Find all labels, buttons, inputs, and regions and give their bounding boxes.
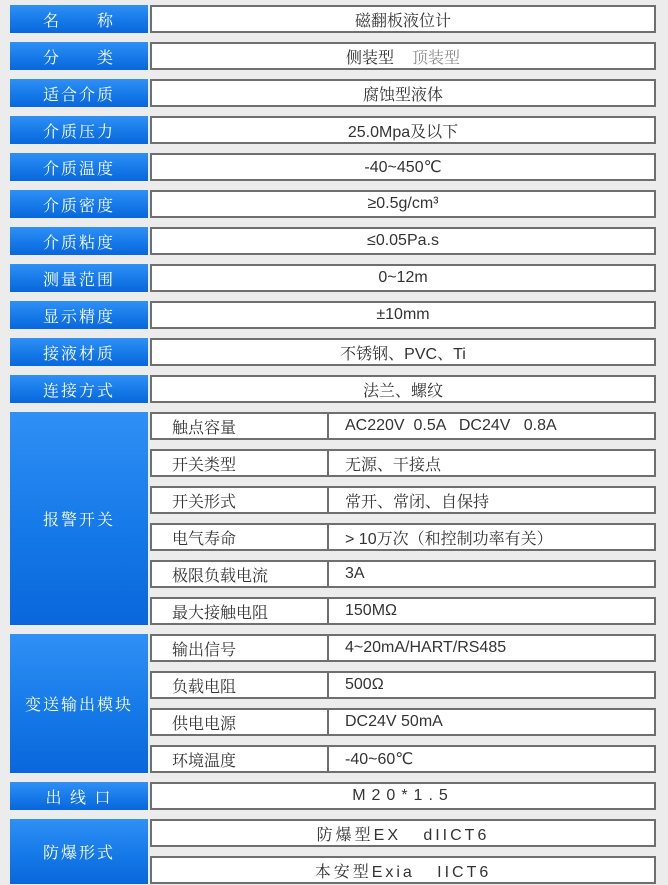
spec-label-category: 分 类: [10, 42, 148, 70]
spec-value-category: [150, 42, 656, 70]
spec-label-suitable-medium: 适合介质: [10, 79, 148, 107]
spec-value-name: 磁翻板液位计: [150, 5, 656, 33]
alarm-electrical-life-label: 电气寿命: [152, 525, 329, 549]
spec-row-medium-pressure: [10, 116, 668, 144]
spec-value-measuring-range: 0~12m: [150, 264, 656, 292]
alarm-contact-capacity-row: [150, 412, 656, 440]
spec-value-medium-density: ≥0.5g/cm³: [150, 190, 656, 218]
transmitter-output-signal-label: 输出信号: [152, 636, 329, 660]
transmitter-output-signal-value: 4~20mA/HART/RS485: [345, 639, 507, 656]
transmitter-power-supply-label: 供电电源: [152, 710, 329, 734]
explosion-proof-exia-value: 本安型Exia IICT6: [150, 856, 656, 884]
alarm-contact-capacity-label: 触点容量: [152, 414, 329, 438]
spec-label-cable-entry: 出 线 口: [10, 782, 148, 810]
alarm-electrical-life-row: [150, 523, 656, 551]
spec-value-cable-entry: M20*1.5: [150, 782, 656, 810]
spec-value-medium-temperature: -40~450℃: [150, 153, 656, 181]
transmitter-ambient-temperature-row: [150, 745, 656, 773]
spec-label-medium-viscosity: 介质粘度: [10, 227, 148, 255]
spec-value-suitable-medium: 腐蚀型液体: [150, 79, 656, 107]
alarm-switch-type-row: [150, 449, 656, 477]
transmitter-module-group-label: 变送输出模块: [10, 634, 148, 773]
alarm-limit-load-current-row: [150, 560, 656, 588]
spec-label-medium-temperature: 介质温度: [10, 153, 148, 181]
alarm-max-contact-resistance-value: 150MΩ: [345, 602, 397, 619]
spec-label-display-accuracy: 显示精度: [10, 301, 148, 329]
spec-row-connection-type: [10, 375, 668, 403]
alarm-switch-group: [10, 412, 668, 625]
spec-value-medium-pressure: 25.0Mpa及以下: [150, 116, 656, 144]
spec-row-medium-viscosity: [10, 227, 668, 255]
spec-row-wetted-material: [10, 338, 668, 366]
transmitter-load-resistance-row: [150, 671, 656, 699]
spec-row-cable-entry: [10, 782, 668, 810]
spec-value-connection-type: 法兰、螺纹: [150, 375, 656, 403]
spec-row-medium-temperature: [10, 153, 668, 181]
alarm-switch-form-row: [150, 486, 656, 514]
transmitter-power-supply-value: DC24V 50mA: [345, 713, 443, 730]
spec-value-medium-viscosity: ≤0.05Pa.s: [150, 227, 656, 255]
spec-label-name: 名 称: [10, 5, 148, 33]
explosion-proof-group: [10, 819, 668, 884]
alarm-switch-form-value: 常开、常闭、自保持: [345, 493, 490, 511]
alarm-limit-load-current-value: 3A: [345, 565, 365, 582]
transmitter-ambient-temperature-label: 环境温度: [152, 747, 329, 771]
alarm-max-contact-resistance-label: 最大接触电阻: [152, 599, 329, 623]
spec-label-measuring-range: 测量范围: [10, 264, 148, 292]
transmitter-load-resistance-label: 负载电阻: [152, 673, 329, 697]
spec-label-wetted-material: 接液材质: [10, 338, 148, 366]
spec-label-connection-type: 连接方式: [10, 375, 148, 403]
alarm-switch-group-label: 报警开关: [10, 412, 148, 625]
category-side-mounted: 侧装型: [345, 49, 394, 67]
transmitter-power-supply-row: [150, 708, 656, 736]
spec-row-display-accuracy: [10, 301, 668, 329]
alarm-contact-capacity-value: AC220V 0.5A DC24V 0.8A: [345, 417, 557, 434]
alarm-switch-type-label: 开关类型: [152, 451, 329, 475]
transmitter-load-resistance-value: 500Ω: [345, 676, 384, 693]
alarm-switch-form-label: 开关形式: [152, 488, 329, 512]
spec-value-wetted-material: 不锈钢、PVC、Ti: [150, 338, 656, 366]
spec-row-suitable-medium: [10, 79, 668, 107]
spec-label-medium-pressure: 介质压力: [10, 116, 148, 144]
category-top-mounted: 顶装型: [412, 49, 461, 67]
transmitter-module-group: [10, 634, 668, 773]
explosion-proof-group-label: 防爆形式: [10, 819, 148, 884]
spec-row-name: [10, 5, 668, 33]
transmitter-ambient-temperature-value: -40~60℃: [345, 751, 414, 768]
explosion-proof-ex-value: 防爆型EX dIICT6: [150, 819, 656, 847]
spec-label-medium-density: 介质密度: [10, 190, 148, 218]
spec-row-category: [10, 42, 668, 70]
spec-row-measuring-range: [10, 264, 668, 292]
alarm-max-contact-resistance-row: [150, 597, 656, 625]
spec-row-medium-density: [10, 190, 668, 218]
transmitter-output-signal-row: [150, 634, 656, 662]
spec-value-display-accuracy: ±10mm: [150, 301, 656, 329]
alarm-electrical-life-value: > 10万次（和控制功率有关）: [345, 530, 553, 548]
alarm-switch-type-value: 无源、干接点: [345, 456, 442, 474]
alarm-limit-load-current-label: 极限负载电流: [152, 562, 329, 586]
